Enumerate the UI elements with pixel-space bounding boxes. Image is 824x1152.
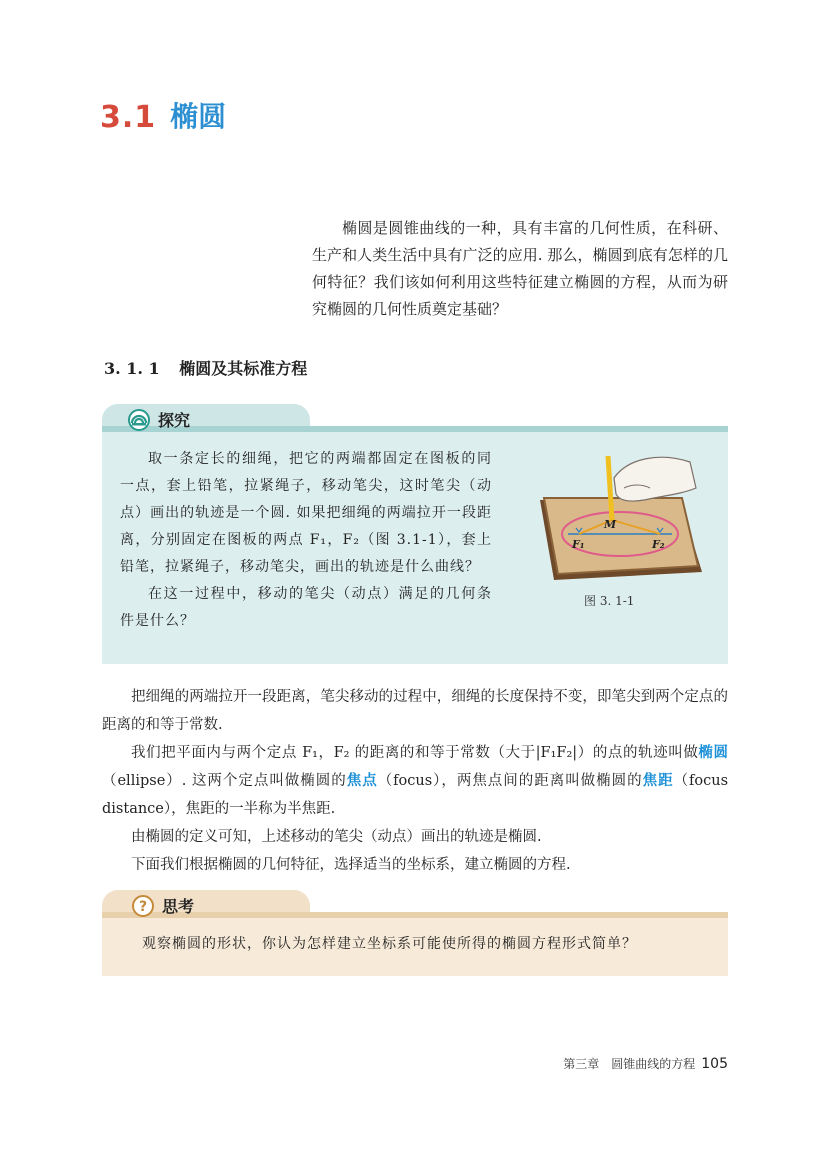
explore-label: 探究 (158, 411, 191, 430)
definition-text-a: 我们把平面内与两个定点 F₁，F₂ 的距离的和等于常数（大于|F₁F₂|）的点的轨迹叫做 (131, 745, 699, 761)
figure-ellipse-drawing (532, 448, 712, 588)
figure-caption: 图 3. 1-1 (584, 594, 635, 608)
explore-header (128, 408, 190, 431)
chapter-name: 椭圆 (170, 100, 227, 133)
svg-text:?: ? (138, 898, 148, 915)
explore-paragraph-2: 在这一过程中，移动的笔尖（动点）满足的几何条件是什么？ (120, 586, 492, 629)
footer-chapter: 第三章 圆锥曲线的方程 (563, 1057, 696, 1071)
definition-text-c: （focus），两焦点间的距离叫做椭圆的 (377, 773, 643, 789)
label-m: M (604, 518, 617, 531)
body-paragraph-1: 把细绳的两端拉开一段距离，笔尖移动的过程中，细绳的长度保持不变，即笔尖到两个定点的距离的和等于常数. (102, 689, 728, 733)
body-paragraph-4: 下面我们根据椭圆的几何特征，选择适当的坐标系，建立椭圆的方程. (131, 857, 571, 873)
explore-paragraph-1: 取一条定长的细绳，把它的两端都固定在图板的同一点，套上铅笔，拉紧绳子，移动笔尖，这时笔尖（动点）画出的轨迹是一个圆. 如果把细绳的两端拉开一段距离，分别固定在图板的两点 F₁，F₂（图 3.1-1），套上铅笔，拉紧绳子，移动笔尖，画出的轨迹是什么曲线？ (120, 451, 492, 575)
intro-paragraph (312, 215, 728, 323)
think-text: 观察椭圆的形状，你认为怎样建立坐标系可能使所得的椭圆方程形式简单？ (142, 936, 637, 952)
explore-icon (128, 409, 150, 431)
section-number: 3. 1. 1 (104, 359, 160, 378)
chapter-number: 3.1 (100, 100, 157, 135)
definition-text-d: （focus distance），焦距的一半称为半焦距. (102, 773, 729, 817)
question-icon (132, 895, 154, 917)
keyword-ellipse: 椭圆 (698, 745, 729, 761)
keyword-focus: 焦点 (346, 773, 378, 789)
definition-text-b: （ellipse）. 这两个定点叫做椭圆的 (102, 773, 347, 789)
explore-text (120, 446, 492, 635)
chapter-title (100, 95, 226, 135)
keyword-focal-distance: 焦距 (642, 773, 674, 789)
label-f2: F₂ (652, 538, 665, 551)
body-paragraph-3: 由椭圆的定义可知，上述移动的笔尖（动点）画出的轨迹是椭圆. (131, 829, 542, 845)
board-surface (544, 498, 698, 574)
section-heading (104, 356, 307, 379)
label-f1: F₁ (572, 538, 585, 551)
section-title: 椭圆及其标准方程 (179, 359, 308, 378)
think-label: 思考 (162, 897, 195, 916)
body-text (102, 683, 728, 879)
think-header (132, 894, 194, 917)
body-paragraph-2 (102, 739, 728, 823)
page-footer (508, 1055, 728, 1072)
page-number: 105 (701, 1056, 728, 1072)
hand (614, 457, 696, 501)
intro-text: 椭圆是圆锥曲线的一种，具有丰富的几何性质，在科研、生产和人类生活中具有广泛的应用. 那么，椭圆到底有怎样的几何特征？我们该如何利用这些特征建立椭圆的方程，从而为研究椭圆的几何性质奠定基础？ (312, 219, 728, 318)
